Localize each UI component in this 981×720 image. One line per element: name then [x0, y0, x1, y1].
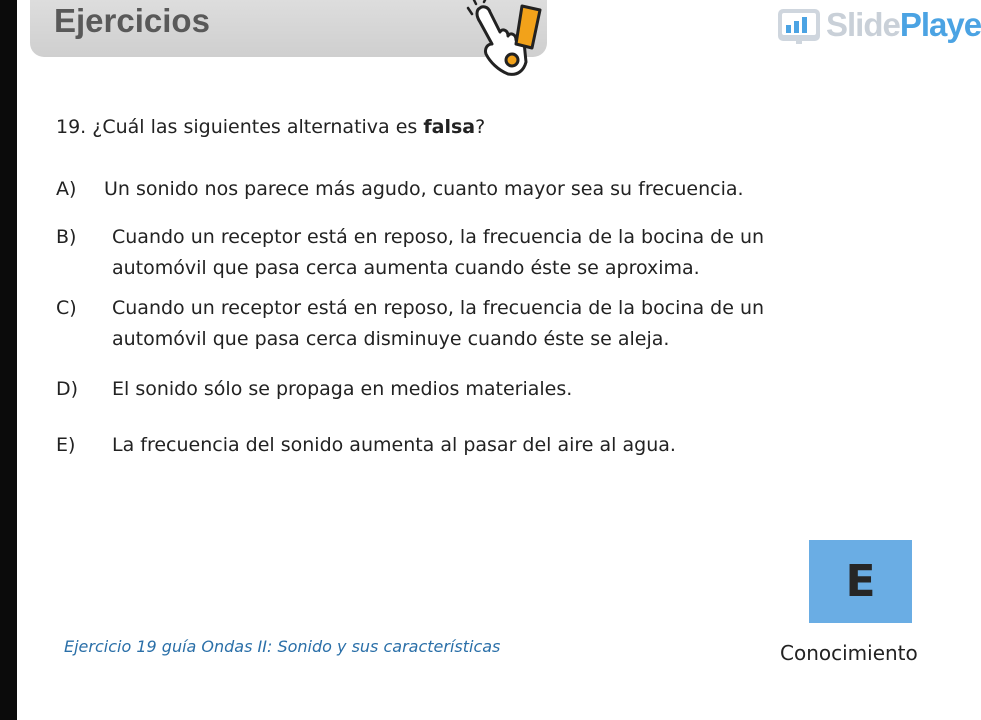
option-letter: A): [56, 178, 77, 200]
option-text: Cuando un receptor está en reposo, la frecuencia de la bocina de un automóvil que pasa cerca aumenta cuando éste se aproxima.: [112, 226, 765, 279]
option-letter: D): [56, 378, 79, 400]
pointing-hand-warning-icon: [466, 0, 546, 78]
option-c: [56, 293, 936, 355]
question-emphasis: falsa: [423, 116, 476, 138]
slideplayer-logo-icon: [776, 5, 822, 45]
answer-box: [809, 540, 912, 623]
option-letter: E): [56, 434, 76, 456]
answer-letter: E: [845, 556, 876, 607]
option-letter: C): [56, 297, 77, 319]
logo-text: SlidePlaye: [826, 6, 981, 43]
exercise-reference: Ejercicio 19 guía Ondas II: Sonido y sus características: [64, 637, 501, 656]
slideplayer-logo: [776, 4, 981, 46]
option-text: La frecuencia del sonido aumenta al pasar del aire al agua.: [112, 434, 676, 456]
option-text: El sonido sólo se propaga en medios materiales.: [112, 378, 573, 400]
question-text: 19. ¿Cuál las siguientes alternativa es falsa?: [56, 116, 486, 138]
answer-category-label: Conocimiento: [780, 641, 918, 665]
option-text: Un sonido nos parece más agudo, cuanto mayor sea su frecuencia.: [104, 178, 744, 200]
page-title: Ejercicios: [54, 2, 210, 39]
option-e: [56, 430, 936, 461]
option-d: [56, 374, 936, 405]
option-b: [56, 222, 936, 284]
left-border-bar: [0, 0, 17, 720]
option-a: [56, 174, 936, 205]
option-text: Cuando un receptor está en reposo, la frecuencia de la bocina de un automóvil que pasa cerca disminuye cuando éste se aleja.: [112, 297, 765, 350]
option-letter: B): [56, 226, 77, 248]
